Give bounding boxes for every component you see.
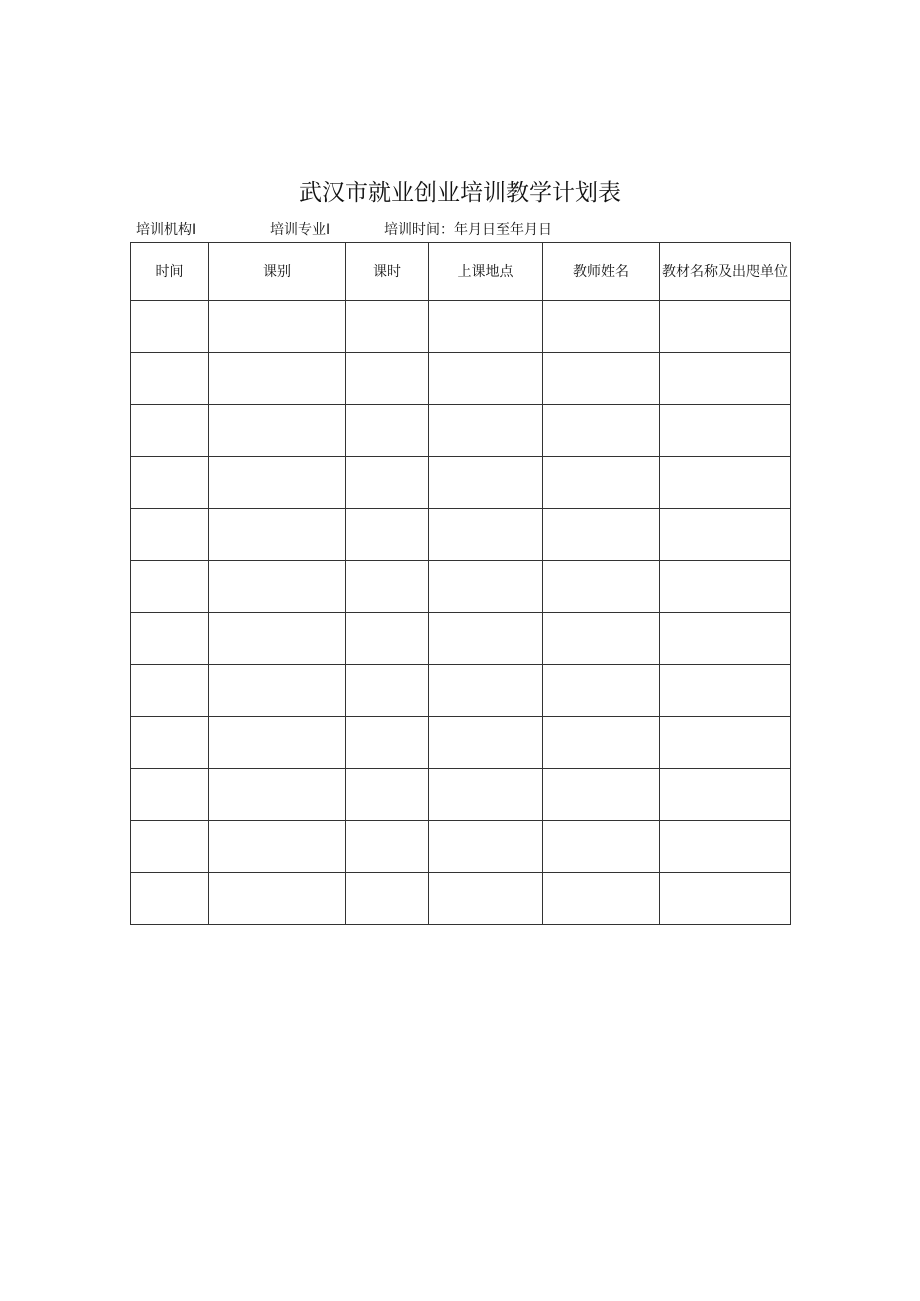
cell-location xyxy=(429,457,543,509)
table-row xyxy=(131,717,791,769)
cell-teacher xyxy=(543,821,660,873)
cell-time xyxy=(131,561,209,613)
cell-course xyxy=(209,873,346,925)
cell-location xyxy=(429,405,543,457)
table-header-row xyxy=(131,243,791,301)
cell-teacher xyxy=(543,665,660,717)
cell-hours xyxy=(346,769,429,821)
cell-location xyxy=(429,509,543,561)
cell-teacher xyxy=(543,769,660,821)
table-row xyxy=(131,301,791,353)
meta-line xyxy=(0,219,920,241)
cell-textbook xyxy=(660,561,791,613)
cell-time xyxy=(131,821,209,873)
cell-teacher xyxy=(543,353,660,405)
cell-location xyxy=(429,665,543,717)
cell-time xyxy=(131,457,209,509)
cell-course xyxy=(209,301,346,353)
header-teacher: 教师姓名 xyxy=(543,243,660,301)
cell-hours xyxy=(346,353,429,405)
table-row xyxy=(131,873,791,925)
cell-teacher xyxy=(543,561,660,613)
training-period-label: 培训时间：年月日至年月日 xyxy=(384,222,552,238)
cell-teacher xyxy=(543,405,660,457)
header-course: 课别 xyxy=(209,243,346,301)
cell-course xyxy=(209,353,346,405)
cell-time xyxy=(131,405,209,457)
table-row xyxy=(131,665,791,717)
cell-hours xyxy=(346,665,429,717)
cell-time xyxy=(131,873,209,925)
header-textbook: 教材名称及出咫单位 xyxy=(660,243,791,301)
table-row xyxy=(131,821,791,873)
cell-textbook xyxy=(660,353,791,405)
cell-location xyxy=(429,301,543,353)
cell-time xyxy=(131,769,209,821)
cell-hours xyxy=(346,405,429,457)
cell-hours xyxy=(346,717,429,769)
document-title: 武汉市就业创业培训教学计划表 xyxy=(299,180,621,206)
cell-course xyxy=(209,509,346,561)
cell-location xyxy=(429,353,543,405)
cell-time xyxy=(131,717,209,769)
training-major-label: 培训专业I xyxy=(270,222,331,238)
table-row xyxy=(131,353,791,405)
cell-time xyxy=(131,665,209,717)
cell-location xyxy=(429,717,543,769)
table-row xyxy=(131,613,791,665)
cell-textbook xyxy=(660,405,791,457)
cell-course xyxy=(209,821,346,873)
cell-textbook xyxy=(660,769,791,821)
cell-location xyxy=(429,821,543,873)
cell-textbook xyxy=(660,717,791,769)
cell-textbook xyxy=(660,821,791,873)
header-location: 上课地点 xyxy=(429,243,543,301)
cell-textbook xyxy=(660,665,791,717)
cell-hours xyxy=(346,613,429,665)
cell-course xyxy=(209,613,346,665)
training-org-label: 培训机构I xyxy=(136,222,197,238)
table-row xyxy=(131,561,791,613)
cell-time xyxy=(131,301,209,353)
cell-course xyxy=(209,457,346,509)
cell-location xyxy=(429,561,543,613)
cell-course xyxy=(209,561,346,613)
cell-hours xyxy=(346,873,429,925)
cell-textbook xyxy=(660,457,791,509)
teaching-plan-table xyxy=(130,242,791,925)
cell-location xyxy=(429,769,543,821)
header-time: 时间 xyxy=(131,243,209,301)
cell-location xyxy=(429,873,543,925)
cell-teacher xyxy=(543,873,660,925)
cell-course xyxy=(209,665,346,717)
table-row xyxy=(131,509,791,561)
header-hours: 课时 xyxy=(346,243,429,301)
cell-time xyxy=(131,613,209,665)
cell-teacher xyxy=(543,509,660,561)
cell-textbook xyxy=(660,613,791,665)
cell-hours xyxy=(346,457,429,509)
table-body xyxy=(131,301,791,925)
cell-textbook xyxy=(660,301,791,353)
cell-location xyxy=(429,613,543,665)
cell-teacher xyxy=(543,301,660,353)
cell-teacher xyxy=(543,457,660,509)
cell-hours xyxy=(346,509,429,561)
table-row xyxy=(131,405,791,457)
cell-time xyxy=(131,509,209,561)
cell-course xyxy=(209,405,346,457)
table-row xyxy=(131,769,791,821)
cell-hours xyxy=(346,821,429,873)
cell-course xyxy=(209,769,346,821)
cell-hours xyxy=(346,301,429,353)
cell-hours xyxy=(346,561,429,613)
cell-textbook xyxy=(660,509,791,561)
cell-teacher xyxy=(543,613,660,665)
table-row xyxy=(131,457,791,509)
cell-teacher xyxy=(543,717,660,769)
cell-textbook xyxy=(660,873,791,925)
cell-time xyxy=(131,353,209,405)
cell-course xyxy=(209,717,346,769)
